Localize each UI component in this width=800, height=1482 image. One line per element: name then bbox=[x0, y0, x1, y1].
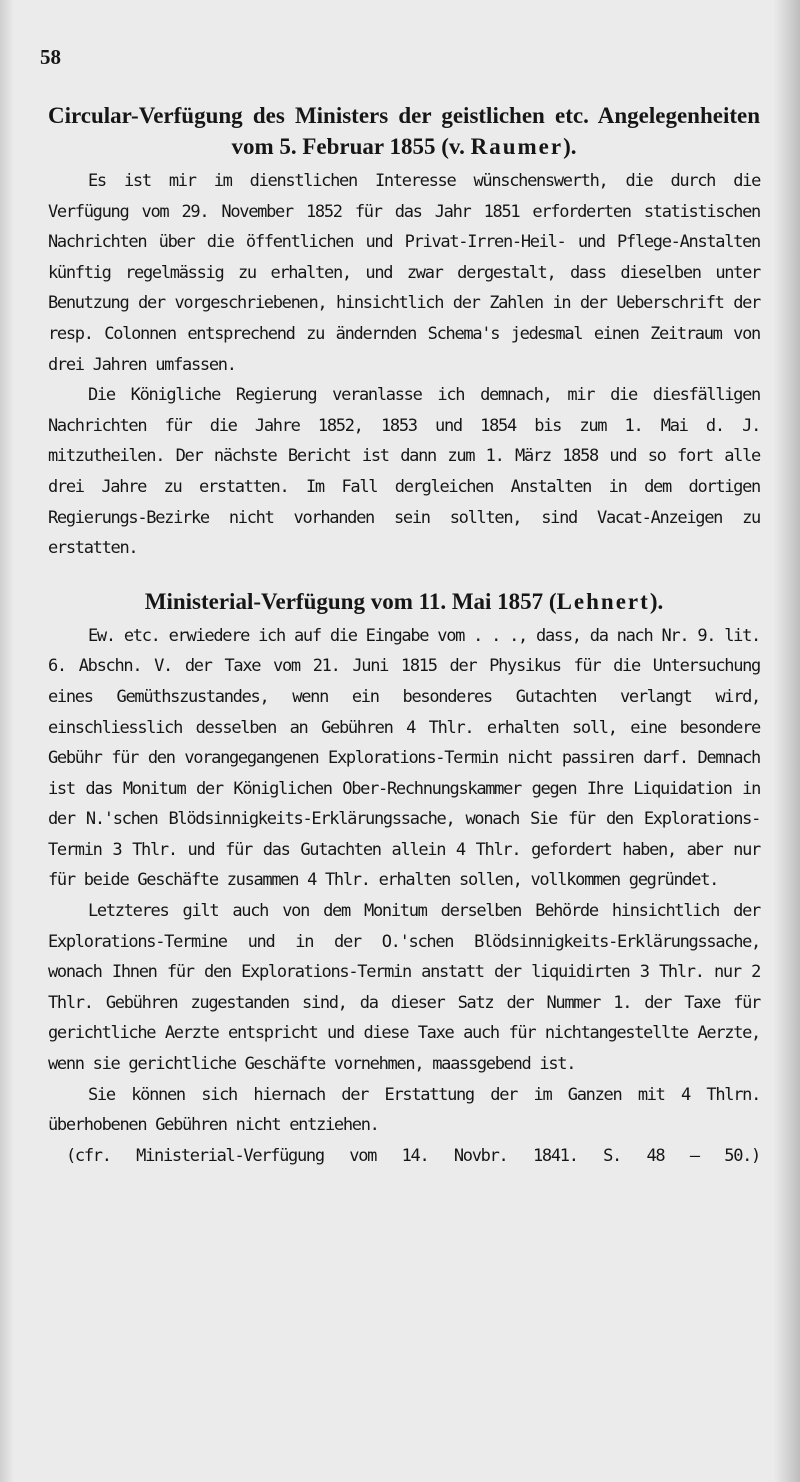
heading-end: ). bbox=[649, 588, 664, 614]
scan-edge-left bbox=[0, 0, 14, 1482]
section-ministerial-decree bbox=[48, 586, 760, 1172]
document-page bbox=[40, 40, 760, 1171]
paragraph: Es ist mir im dienstlichen Interesse wünschenswerth, die durch die Verfügung vom 29. November 1852 für das Jahr 1851 erforderten statistischen Nachrichten über die öffentlichen und Privat-Irren-Heil- und Pflege-Anstalten künftig regelmässig zu erhalten, und zwar dergestalt, dass dieselben unter Benutzung der vorgeschriebenen, hinsichtlich der Zahlen in der Ueberschrift der resp. Colonnen entsprechend zu ändernden Schema's jedesmal einen Zeitraum von drei Jahren umfassen. bbox=[48, 171, 760, 375]
paragraph: Die Königliche Regierung veranlasse ich demnach, mir die diesfälligen Nachrichten für die Jahre 1852, 1853 und 1854 bis zum 1. Mai d. J. mitzutheilen. Der nächste Bericht ist dann zum 1. März 1858 und so fort alle drei Jahre zu erstatten. Im Fall dergleichen Anstalten in dem dortigen Regierungs-Bezirke nicht vorhanden sein sollten, sind Vacat-Anzeigen zu erstatten. bbox=[48, 385, 760, 559]
paragraph: Ew. etc. erwiedere ich auf die Eingabe vom . . ., dass, da nach Nr. 9. lit. 6. Abschn. V. der Taxe vom 21. Juni 1815 der Physikus für die Untersuchung eines Gemüthszustandes, wenn ein besonderes Gutachten verlangt wird, einschliesslich desselben an Gebühren 4 Thlr. erhalten soll, eine besondere Gebühr für den vorangegangenen Explorations-Termin nicht passiren darf. Demnach ist das Monitum der Königlichen Ober-Rechnungskammer gegen Ihre Liquidation in der N.'schen Blödsinnigkeits-Erklärungssache, wonach Sie für den Explorations-Termin 3 Thlr. und für das Gutachten allein 4 Thlr. gefordert haben, aber nur für beide Geschäfte zusammen 4 Thlr. erhalten sollen, vollkommen gegründet. bbox=[48, 625, 760, 891]
page-number: 58 bbox=[40, 45, 61, 69]
scan-edge-right bbox=[774, 0, 800, 1482]
heading-text: Ministerial-Verfügung vom 11. Mai 1857 ( bbox=[144, 588, 557, 614]
heading-author: Raumer bbox=[470, 134, 564, 159]
citation: (cfr. Ministerial-Verfügung vom 14. Novbr. 1841. S. 48 — 50.) bbox=[66, 1145, 760, 1166]
paragraph: Sie können sich hiernach der Erstattung der im Ganzen mit 4 Thlrn. überhobenen Gebühren nicht entziehen. bbox=[48, 1084, 760, 1136]
heading-author: Lehnert bbox=[556, 588, 650, 614]
heading-text: Circular-Verfügung des Ministers der geistlichen etc. Angelegenheiten vom 5. Februar 1855 (v. bbox=[48, 103, 760, 159]
section-heading bbox=[48, 586, 760, 617]
paragraph: Letzteres gilt auch von dem Monitum derselben Behörde hinsichtlich der Explorations-Termine und in der O.'schen Blödsinnigkeits-Erklärungssache, wonach Ihnen für den Explorations-Termin anstatt der liquidirten 3 Thlr. nur 2 Thlr. Gebühren zugestanden sind, da dieser Satz der Nummer 1. der Taxe für gerichtliche Aerzte entspricht und diese Taxe auch für nichtangestellte Aerzte, wenn sie gerichtliche Geschäfte vornehmen, maassgebend ist. bbox=[48, 901, 760, 1075]
section-circular-decree bbox=[48, 100, 760, 564]
section-heading bbox=[48, 100, 760, 162]
heading-end: ). bbox=[563, 134, 577, 159]
